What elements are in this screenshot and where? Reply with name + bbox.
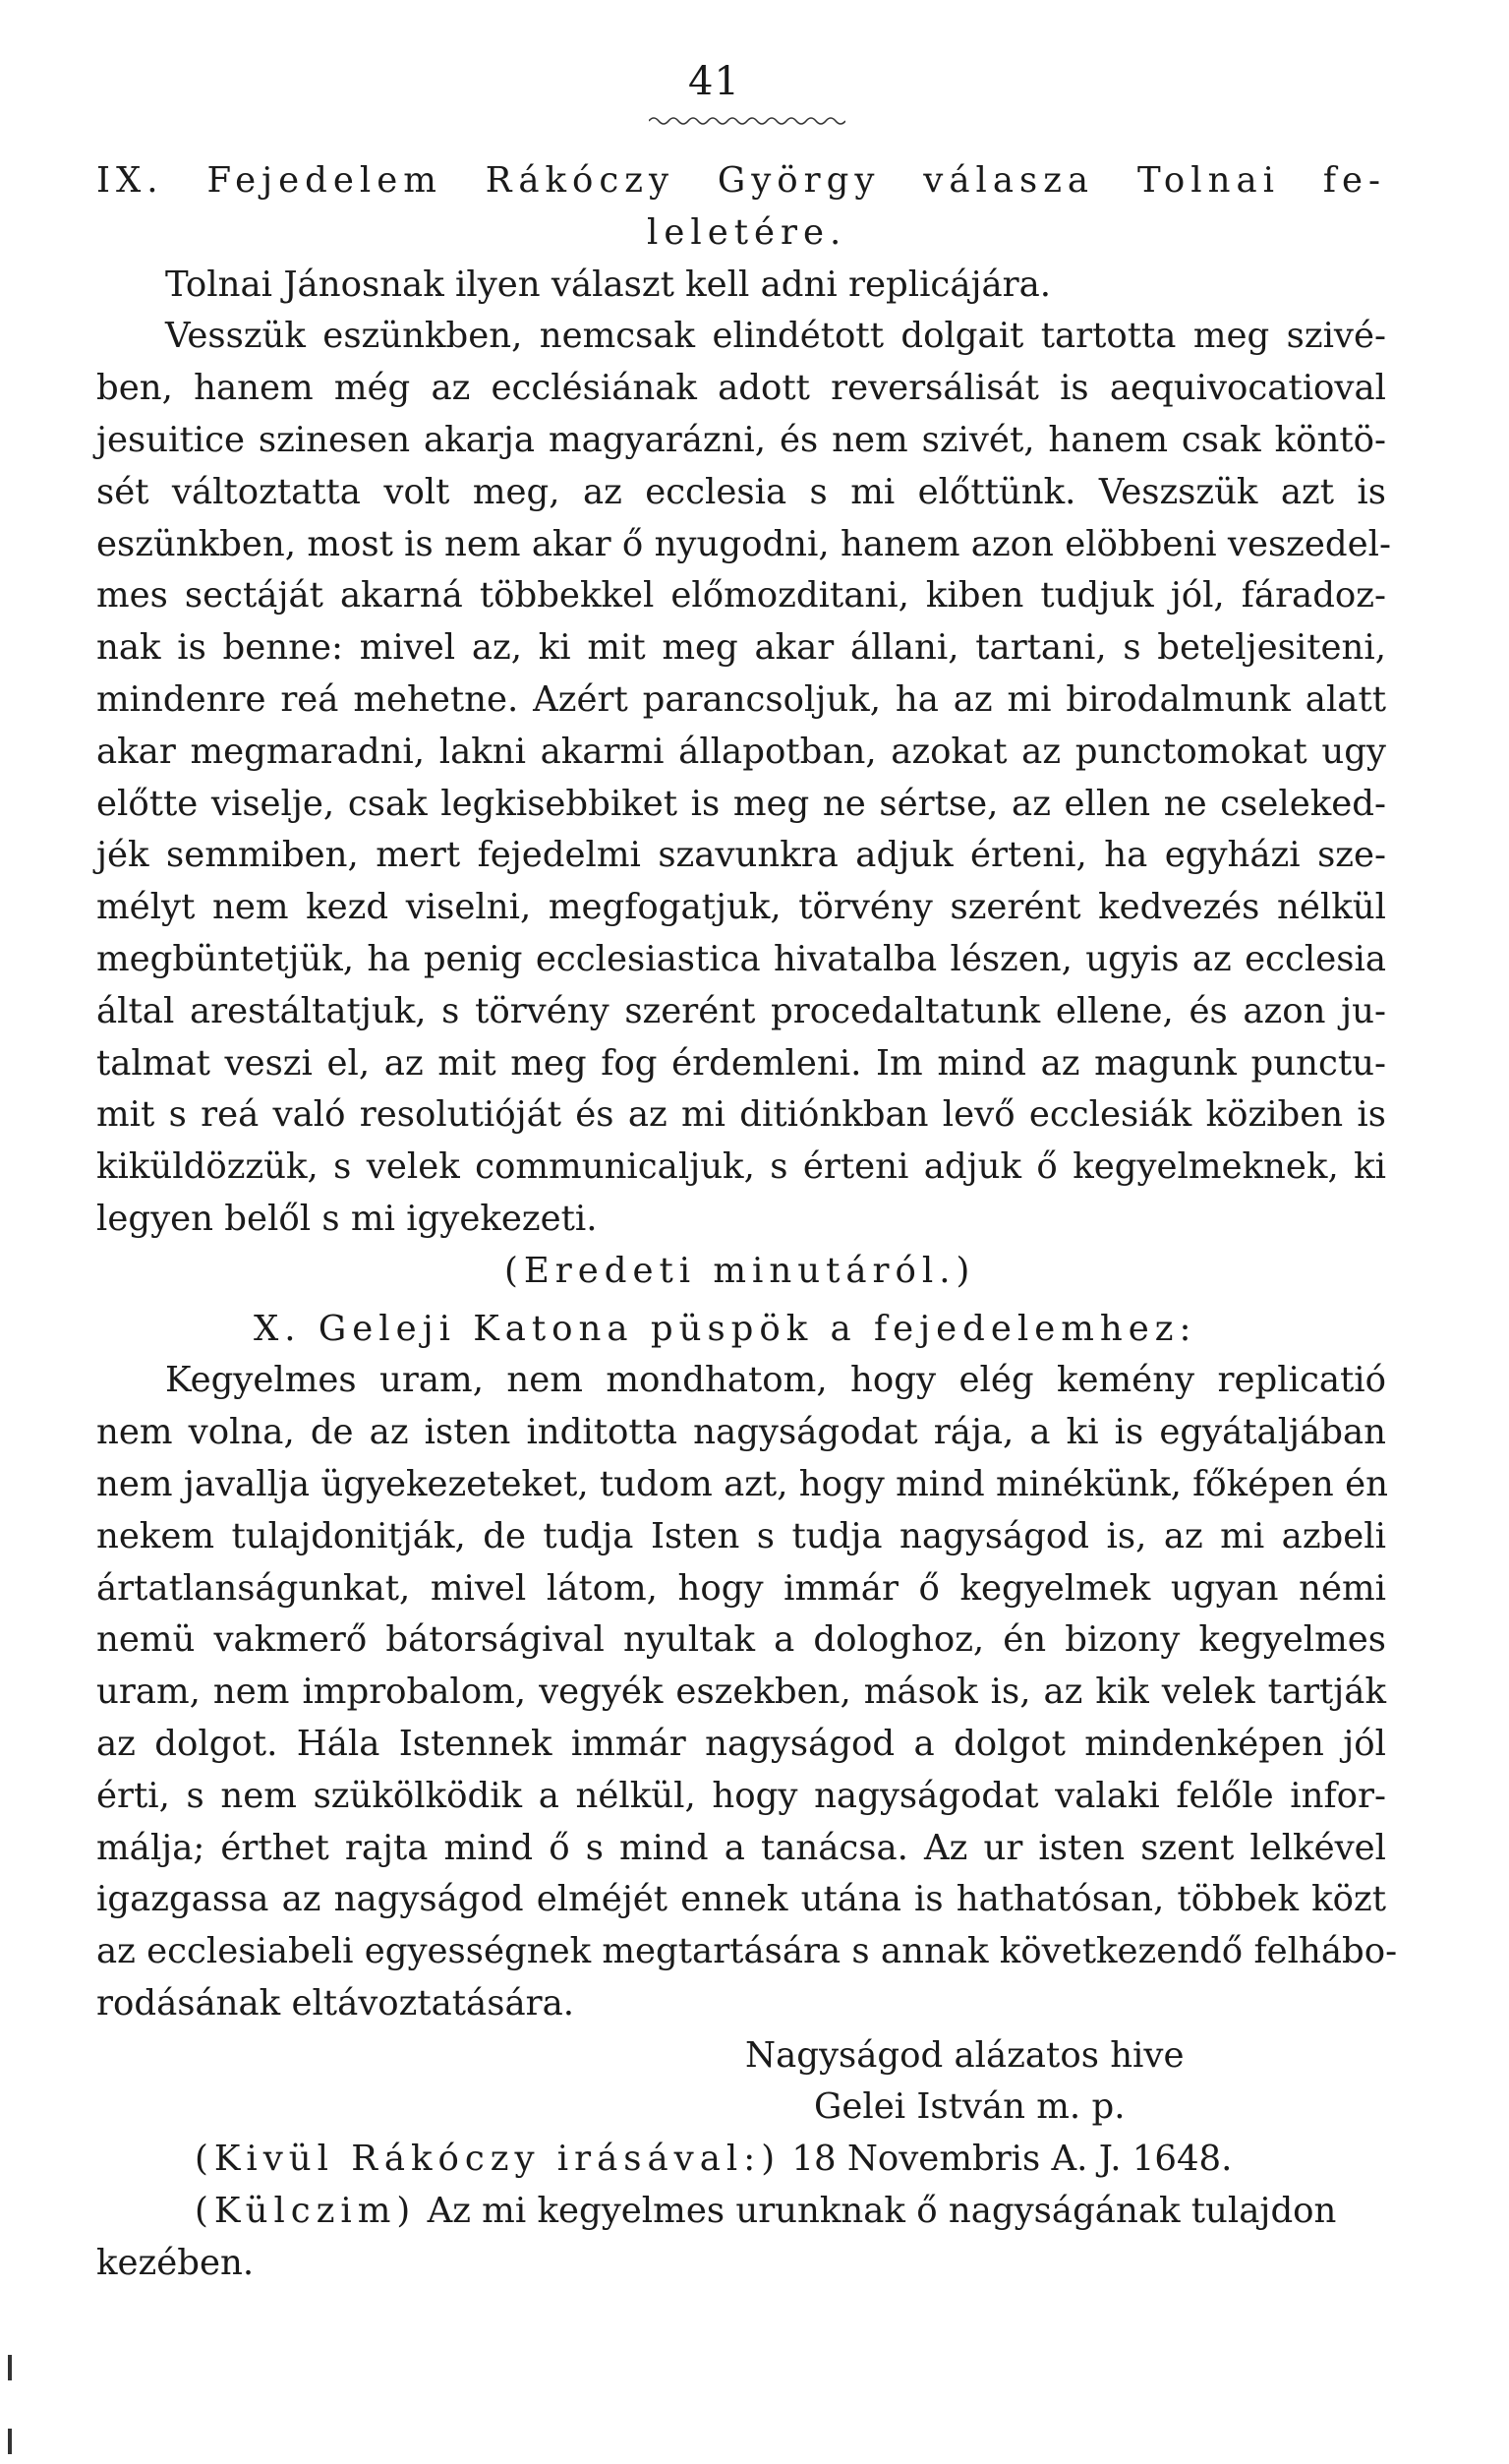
margin-mark — [8, 2355, 12, 2380]
section-x-line: nemü vakmerő bátorságival nyultak a dologhoz, én bizony kegyelmes — [96, 1619, 1386, 1661]
section-ix-line: Tolnai Jánosnak ilyen választ kell adni replicájára. — [165, 264, 1052, 305]
section-ix-line: mindenre reá mehetne. Azért parancsoljuk, ha az mi birodalmunk alatt — [96, 678, 1386, 720]
ornament-squiggle — [649, 114, 845, 128]
address-line — [96, 2186, 1386, 2238]
signature-closing: Nagyságod alázatos hive — [745, 2034, 1185, 2076]
section-ix-line: előtte viselje, csak legkisebbiket is meg ne sértse, az ellen ne cseleked- — [96, 783, 1386, 824]
section-ix-source: (Eredeti minutáról.) — [504, 1250, 976, 1291]
section-ix-line: mit s reá való resolutióját és az mi ditiónkban levő ecclesiák köziben is — [96, 1094, 1386, 1136]
address-text: Az mi kegyelmes urunknak ő nagyságának tulajdon — [427, 2191, 1337, 2232]
section-ix-line: akar megmaradni, lakni akarmi állapotban, azokat az punctomokat ugy — [96, 731, 1386, 772]
signature-name: Gelei István m. p. — [814, 2086, 1126, 2128]
outside-note — [96, 2134, 1386, 2186]
section-ix-line: legyen belől s mi igyekezeti. — [96, 1198, 598, 1239]
section-x-line: nem volna, de az isten inditotta nagyságodat rája, a ki is egyátaljában — [96, 1412, 1386, 1453]
section-ix-title-line1: IX. Fejedelem Rákóczy György válasza Tolnai fe- — [96, 160, 1386, 201]
main-text — [96, 155, 1398, 2290]
section-ix-line: Vesszük eszünkben, nemcsak elindétott dolgait tartotta meg szivé- — [165, 316, 1386, 357]
section-x-line: nem javallja ügyekezeteket, tudom azt, hogy mind minékünk, főképen én — [96, 1463, 1388, 1504]
section-ix-line: megbüntetjük, ha penig ecclesiastica hivatalba lészen, ugyis az ecclesia — [96, 938, 1386, 979]
section-ix-line: sét változtatta volt meg, az ecclesia s mi előttünk. Veszszük azt is — [96, 471, 1386, 512]
section-ix-line: talmat veszi el, az mit meg fog érdemleni. Im mind az magunk punctu- — [96, 1042, 1386, 1084]
section-x-title: X. Geleji Katona püspök a fejedelemhez: — [254, 1308, 1197, 1349]
section-x-line: igazgassa az nagyságod elméjét ennek utána is hathatósan, többek közt — [96, 1879, 1386, 1920]
section-x-line: uram, nem improbalom, vegyék eszekben, mások is, az kik velek tartják — [96, 1672, 1386, 1713]
page-number: 41 — [688, 59, 740, 104]
section-ix-line: nak is benne: mivel az, ki mit meg akar állani, tartani, s beteljesiteni, — [96, 627, 1386, 669]
address-end: kezében. — [96, 2242, 255, 2283]
section-ix-line: mélyt nem kezd viselni, megfogatjuk, törvény szerént kedvezés nélkül — [96, 887, 1386, 928]
section-ix-line: kiküldözzük, s velek communicaljuk, s érteni adjuk ő kegyelmeknek, ki — [96, 1146, 1386, 1188]
outside-note-text: 18 Novembris A. J. 1648. — [791, 2139, 1233, 2180]
section-ix-line: által arestáltatjuk, s törvény szerént procedaltatunk ellene, és azon ju- — [96, 990, 1386, 1031]
section-x-line: érti, s nem szükölködik a nélkül, hogy nagyságodat valaki felőle infor- — [96, 1775, 1386, 1816]
section-ix-line: jék semmiben, mert fejedelmi szavunkra adjuk érteni, ha egyházi sze- — [96, 835, 1386, 876]
outside-note-label: (Kivül Rákóczy irásával:) — [195, 2139, 782, 2180]
section-ix-line: eszünkben, most is nem akar ő nyugodni, hanem azon elöbbeni veszedel- — [96, 523, 1391, 564]
section-x-line: nekem tulajdonitják, de tudja Isten s tudja nagyságod is, az mi azbeli — [96, 1515, 1386, 1556]
section-ix-title-line2: leletére. — [647, 211, 847, 253]
section-x-line: az dolgot. Hála Istennek immár nagyságod a dolgot mindenképen jól — [96, 1723, 1386, 1764]
section-x-line: rodásának eltávoztatására. — [96, 1982, 575, 2024]
section-x-line: Kegyelmes uram, nem mondhatom, hogy elég kemény replicatió — [165, 1360, 1386, 1401]
section-x-line: ártatlanságunkat, mivel látom, hogy immár ő kegyelmek ugyan némi — [96, 1567, 1386, 1609]
section-x-line: málja; érthet rajta mind ő s mind a tanácsa. Az ur isten szent lelkével — [96, 1827, 1386, 1868]
section-ix-line: jesuitice szinesen akarja magyarázni, és nem szivét, hanem csak köntö- — [96, 419, 1386, 460]
section-x-line: az ecclesiabeli egyességnek megtartására s annak következendő felhábo- — [96, 1931, 1398, 1972]
address-label: (Külczim) — [195, 2191, 417, 2232]
margin-mark — [8, 2429, 12, 2454]
section-ix-line: mes sectáját akarná többekkel előmozditani, kiben tudjuk jól, fáradoz- — [96, 575, 1386, 616]
section-ix-line: ben, hanem még az ecclésiának adott reversálisát is aequivocatioval — [96, 368, 1386, 409]
